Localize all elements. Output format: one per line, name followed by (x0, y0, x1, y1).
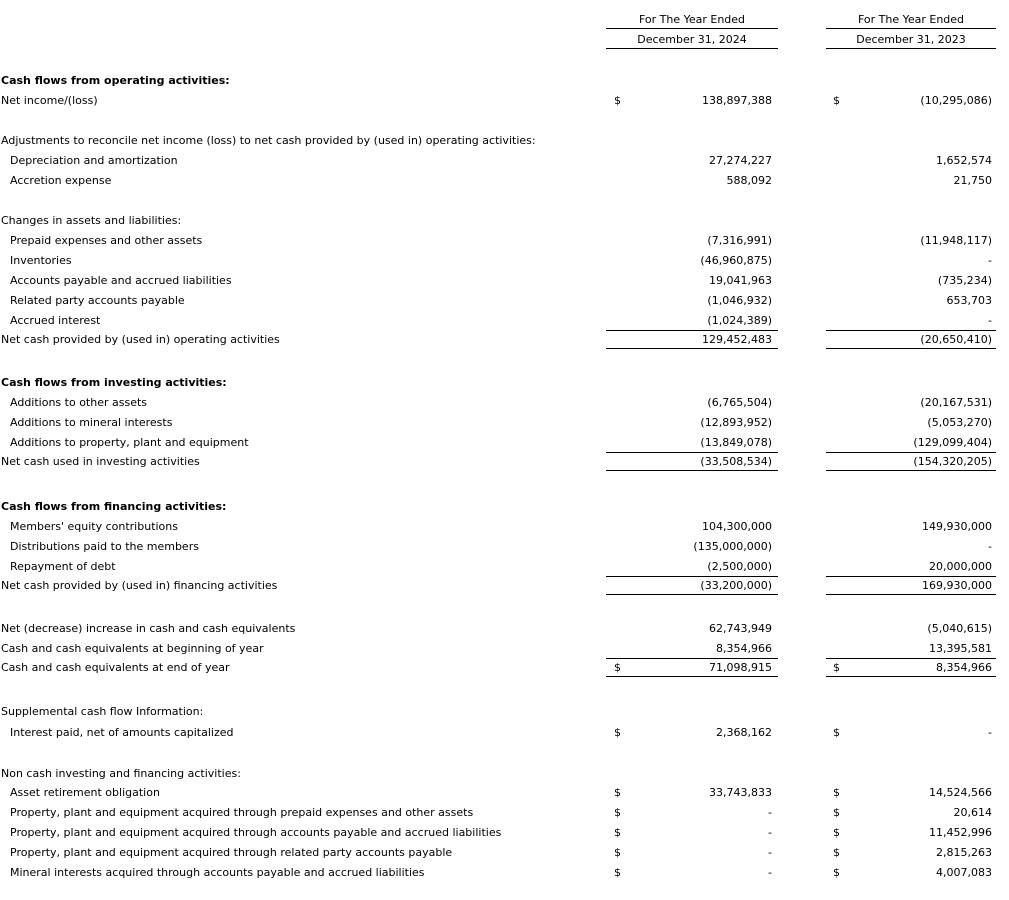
row-label: Net cash provided by (used in) operating activities (1, 333, 280, 346)
total-rule (826, 676, 996, 677)
total-rule (826, 452, 996, 453)
value-2024: 2,368,162 (716, 726, 772, 739)
value-2024: 138,897,388 (702, 94, 772, 107)
value-2023: (11,948,117) (920, 234, 992, 247)
total-rule (826, 330, 996, 331)
dollar-sign-2024: $ (614, 806, 621, 819)
row-label: Members' equity contributions (10, 520, 178, 533)
row-label: Cash flows from financing activities: (1, 500, 227, 513)
value-2023: (20,650,410) (920, 333, 992, 346)
dollar-sign-2023: $ (833, 726, 840, 739)
value-2024: (1,046,932) (707, 294, 772, 307)
value-2024: 71,098,915 (709, 661, 772, 674)
total-rule (606, 348, 778, 349)
total-rule (606, 470, 778, 471)
value-2023: - (988, 726, 992, 739)
header-col2-underline (826, 48, 996, 49)
row-label: Cash flows from investing activities: (1, 376, 227, 389)
value-2023: 149,930,000 (922, 520, 992, 533)
dollar-sign-2023: $ (833, 826, 840, 839)
row-label: Property, plant and equipment acquired through prepaid expenses and other assets (10, 806, 474, 819)
row-label: Interest paid, net of amounts capitalized (10, 726, 234, 739)
value-2024: 104,300,000 (702, 520, 772, 533)
value-2023: (129,099,404) (913, 436, 992, 449)
row-label: Asset retirement obligation (10, 786, 160, 799)
dollar-sign-2023: $ (833, 661, 840, 674)
row-label: Cash and cash equivalents at end of year (1, 661, 230, 674)
row-label: Distributions paid to the members (10, 540, 199, 553)
value-2023: 4,007,083 (936, 866, 992, 879)
row-label: Net cash used in investing activities (1, 455, 200, 468)
dollar-sign-2023: $ (833, 806, 840, 819)
value-2024: 19,041,963 (709, 274, 772, 287)
value-2024: - (768, 826, 772, 839)
value-2023: - (988, 314, 992, 327)
value-2023: (5,040,615) (927, 622, 992, 635)
dollar-sign-2024: $ (614, 786, 621, 799)
row-label: Adjustments to reconcile net income (loss) to net cash provided by (used in) operating activities: (1, 134, 536, 147)
value-2023: 2,815,263 (936, 846, 992, 859)
value-2024: (6,765,504) (707, 396, 772, 409)
total-rule (826, 658, 996, 659)
header-col1-rule (606, 28, 778, 29)
row-label: Net (decrease) increase in cash and cash equivalents (1, 622, 296, 635)
total-rule (826, 594, 996, 595)
header-col1-line2: December 31, 2024 (637, 33, 747, 46)
value-2024: (46,960,875) (700, 254, 772, 267)
value-2024: (2,500,000) (707, 560, 772, 573)
total-rule (606, 676, 778, 677)
value-2023: 169,930,000 (922, 579, 992, 592)
value-2023: (20,167,531) (920, 396, 992, 409)
value-2023: (735,234) (937, 274, 992, 287)
row-label: Non cash investing and financing activities: (1, 767, 241, 780)
value-2024: - (768, 846, 772, 859)
value-2023: - (988, 254, 992, 267)
value-2024: 33,743,833 (709, 786, 772, 799)
value-2023: 20,614 (953, 806, 992, 819)
dollar-sign-2023: $ (833, 866, 840, 879)
value-2023: (154,320,205) (913, 455, 992, 468)
value-2023: (10,295,086) (920, 94, 992, 107)
dollar-sign-2024: $ (614, 846, 621, 859)
dollar-sign-2023: $ (833, 846, 840, 859)
total-rule (606, 576, 778, 577)
header-col2-line1: For The Year Ended (857, 13, 965, 26)
dollar-sign-2023: $ (833, 94, 840, 107)
dollar-sign-2024: $ (614, 661, 621, 674)
value-2024: (7,316,991) (707, 234, 772, 247)
row-label: Depreciation and amortization (10, 154, 178, 167)
value-2024: 588,092 (726, 174, 772, 187)
header-col2-line2: December 31, 2023 (856, 33, 966, 46)
total-rule (826, 470, 996, 471)
total-rule (606, 452, 778, 453)
row-label: Related party accounts payable (10, 294, 185, 307)
row-label: Property, plant and equipment acquired through related party accounts payable (10, 846, 453, 859)
row-label: Additions to mineral interests (10, 416, 173, 429)
total-rule (826, 576, 996, 577)
row-label: Accrued interest (10, 314, 101, 327)
dollar-sign-2023: $ (833, 786, 840, 799)
total-rule (606, 594, 778, 595)
value-2024: 62,743,949 (709, 622, 772, 635)
value-2024: (33,200,000) (700, 579, 772, 592)
row-label: Accounts payable and accrued liabilities (10, 274, 232, 287)
row-label: Repayment of debt (10, 560, 116, 573)
dollar-sign-2024: $ (614, 94, 621, 107)
value-2023: 14,524,566 (929, 786, 992, 799)
value-2023: 21,750 (953, 174, 992, 187)
row-label: Net income/(loss) (1, 94, 98, 107)
value-2023: 13,395,581 (929, 642, 992, 655)
row-label: Cash and cash equivalents at beginning of year (1, 642, 264, 655)
total-rule (826, 348, 996, 349)
row-label: Additions to property, plant and equipment (10, 436, 249, 449)
row-label: Prepaid expenses and other assets (10, 234, 203, 247)
value-2023: 653,703 (946, 294, 992, 307)
value-2024: 129,452,483 (702, 333, 772, 346)
value-2023: 11,452,996 (929, 826, 992, 839)
value-2024: 27,274,227 (709, 154, 772, 167)
value-2024: - (768, 806, 772, 819)
total-rule (606, 658, 778, 659)
value-2023: - (988, 540, 992, 553)
row-label: Additions to other assets (10, 396, 148, 409)
row-label: Property, plant and equipment acquired through accounts payable and accrued liabilities (10, 826, 502, 839)
value-2023: 1,652,574 (936, 154, 992, 167)
dollar-sign-2024: $ (614, 726, 621, 739)
value-2024: (1,024,389) (707, 314, 772, 327)
header-col1-underline (606, 48, 778, 49)
value-2024: (12,893,952) (700, 416, 772, 429)
header-col1-line1: For The Year Ended (638, 13, 746, 26)
value-2024: - (768, 866, 772, 879)
total-rule (606, 330, 778, 331)
row-label: Accretion expense (10, 174, 112, 187)
value-2024: (135,000,000) (693, 540, 772, 553)
dollar-sign-2024: $ (614, 826, 621, 839)
value-2023: (5,053,270) (927, 416, 992, 429)
dollar-sign-2024: $ (614, 866, 621, 879)
row-label: Net cash provided by (used in) financing activities (1, 579, 278, 592)
value-2024: (33,508,534) (700, 455, 772, 468)
row-label: Changes in assets and liabilities: (1, 214, 182, 227)
row-label: Inventories (10, 254, 72, 267)
row-label: Cash flows from operating activities: (1, 74, 230, 87)
value-2024: 8,354,966 (716, 642, 772, 655)
value-2023: 20,000,000 (929, 560, 992, 573)
value-2024: (13,849,078) (700, 436, 772, 449)
row-label: Mineral interests acquired through accounts payable and accrued liabilities (10, 866, 425, 879)
row-label: Supplemental cash flow Information: (1, 705, 204, 718)
header-col2-rule (826, 28, 996, 29)
value-2023: 8,354,966 (936, 661, 992, 674)
